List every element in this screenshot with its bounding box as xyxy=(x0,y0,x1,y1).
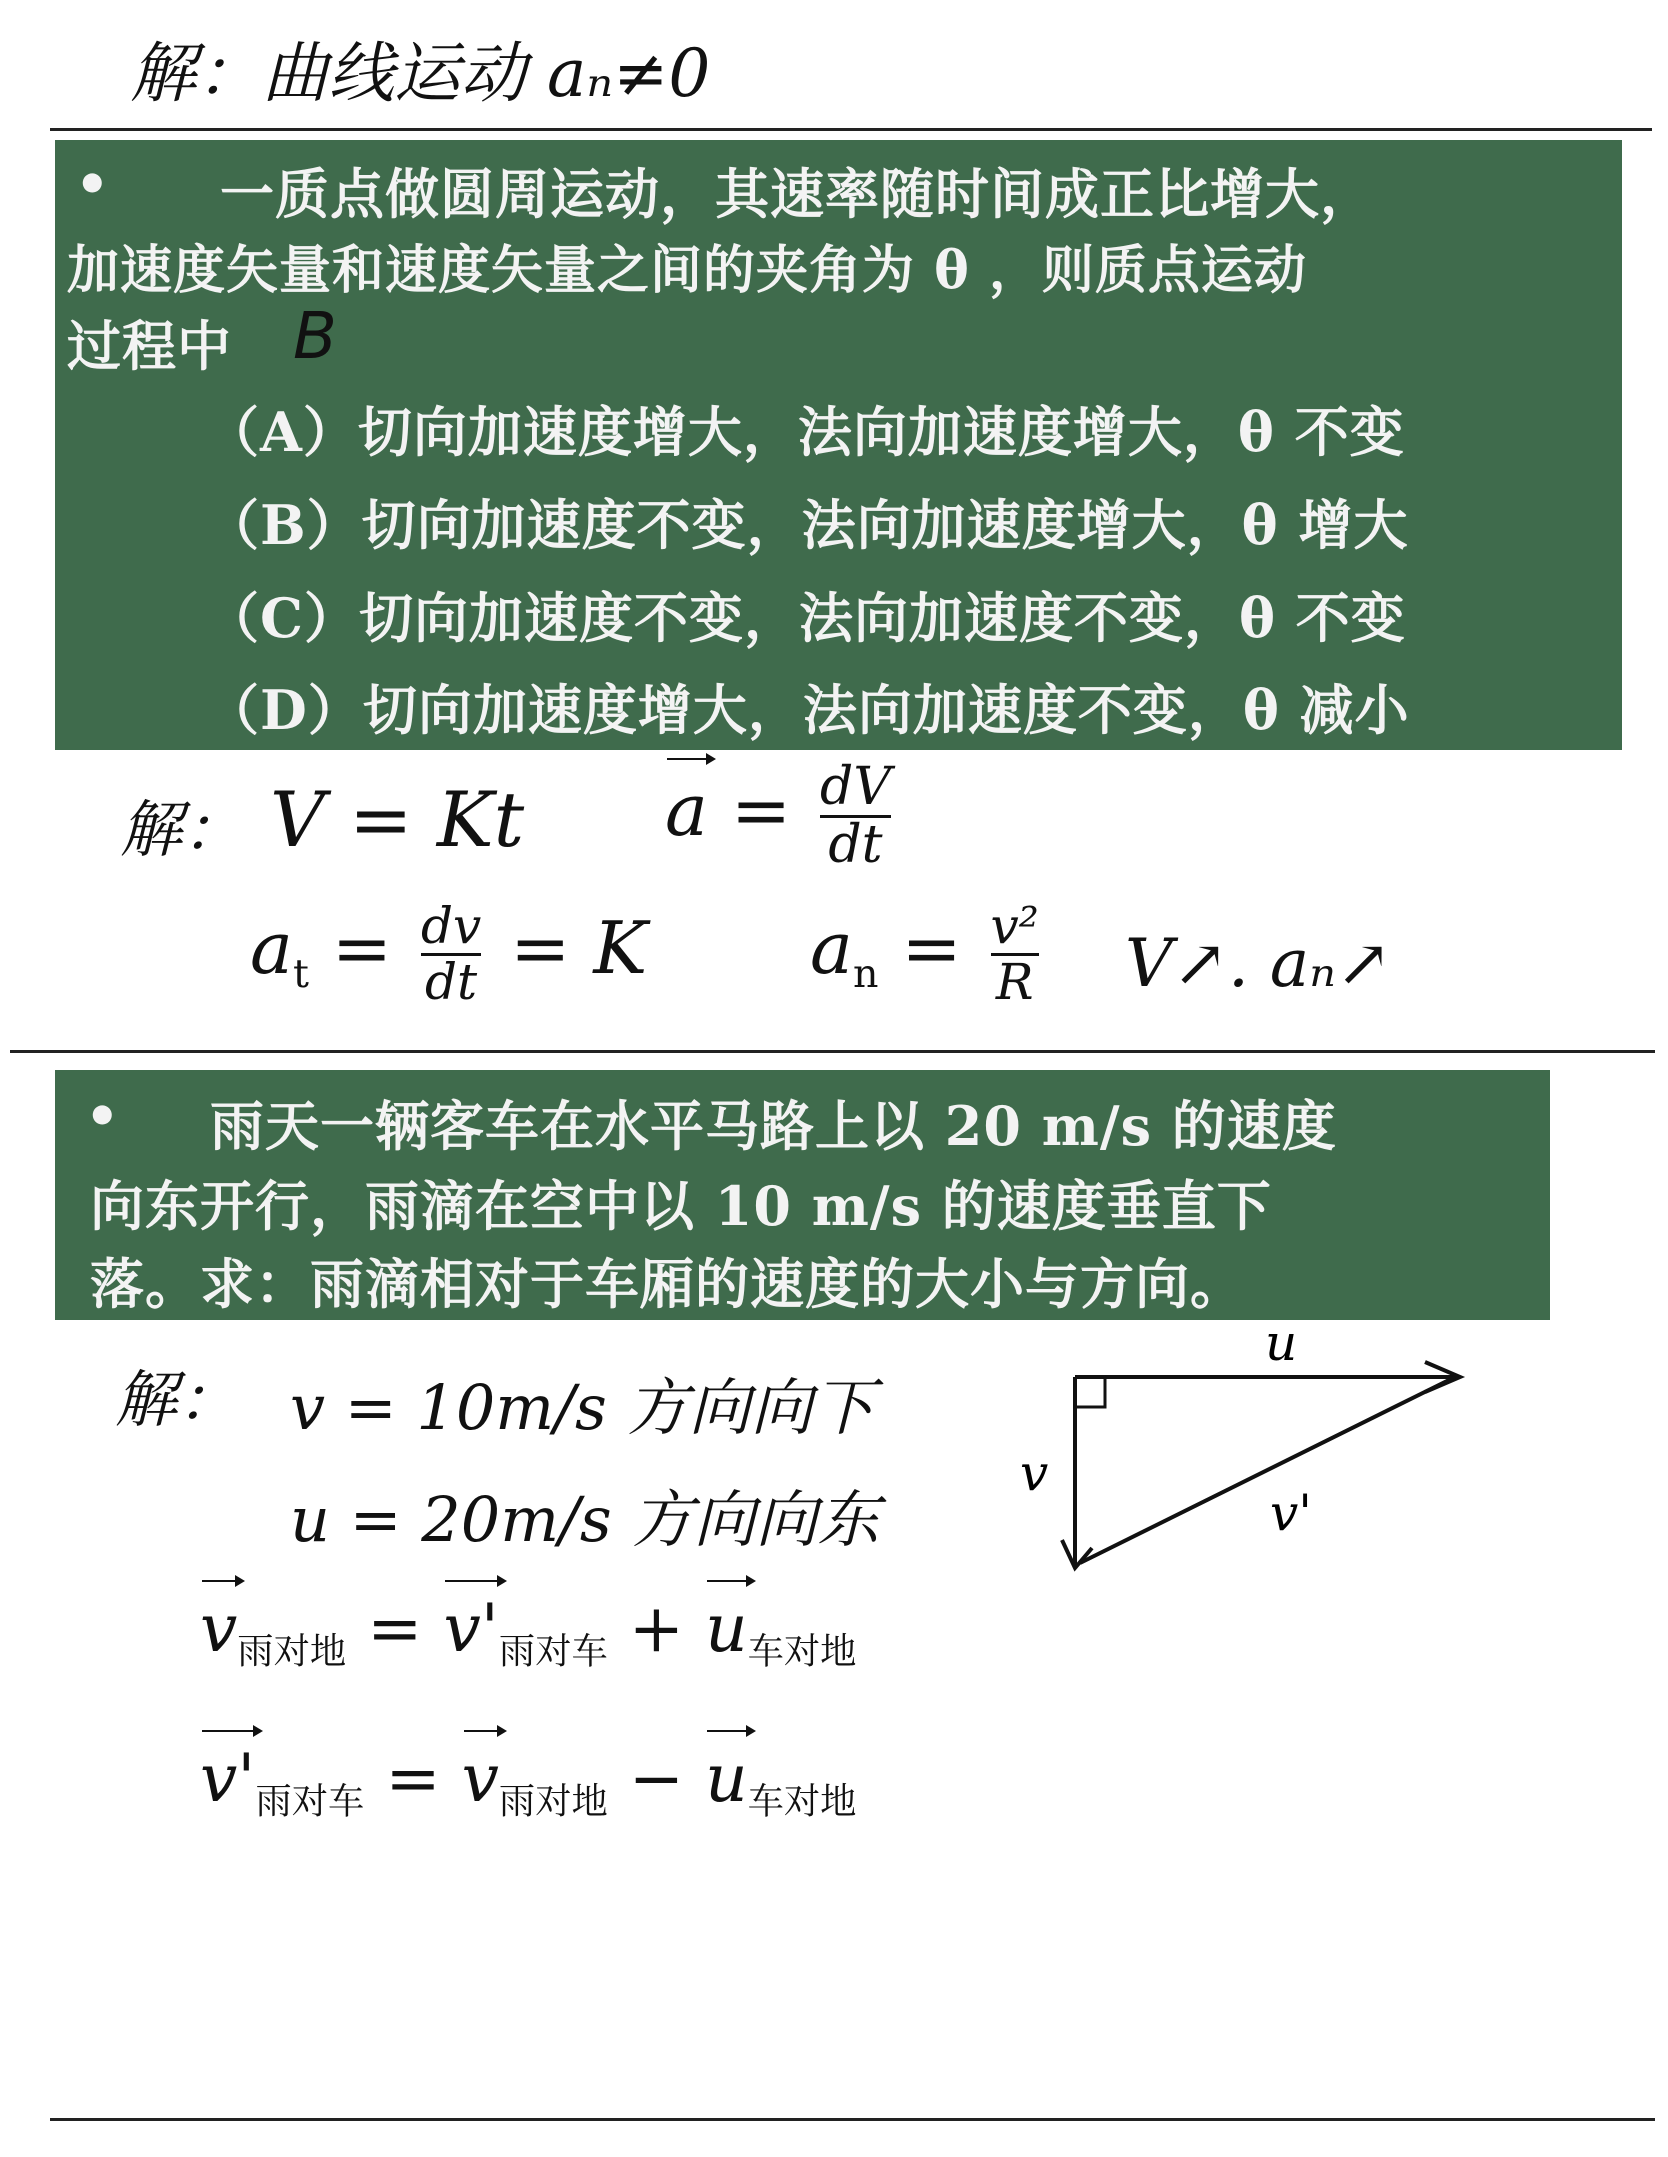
eq1-equals: = xyxy=(367,1590,423,1667)
q1-line-1: 一质点做圆周运动，其速率随时间成正比增大， xyxy=(220,162,1375,226)
label-vprime: v' xyxy=(1270,1484,1312,1542)
a-vector: a xyxy=(665,768,708,853)
eq2-minus: − xyxy=(628,1740,685,1817)
right-angle-mark xyxy=(1075,1377,1105,1407)
eq1-term2: u xyxy=(705,1590,748,1667)
q1-option-a: （A）切向加速度增大，法向加速度增大，θ 不变 xyxy=(205,400,1405,464)
sol2-line-1: v = 10m/s 方向向下 xyxy=(290,1371,875,1444)
a-fraction xyxy=(820,757,891,875)
an-frac-den: R xyxy=(991,953,1039,1009)
q2-line-2: 向东开行，雨滴在空中以 10 m/s 的速度垂直下 xyxy=(90,1174,1272,1238)
q1-option-d: （D）切向加速度增大，法向加速度不变，θ 减小 xyxy=(205,678,1410,742)
vector-triangle-diagram xyxy=(1000,1320,1520,1600)
at-frac-num: dv xyxy=(420,897,482,955)
eq2-equals: = xyxy=(385,1740,441,1817)
an-frac-num: v² xyxy=(990,897,1039,955)
eq1-term1-sub: 雨对车 xyxy=(498,1629,608,1673)
sol1-a-vector-eq: a = $\frac{dV}{dt}$ xyxy=(665,757,891,875)
eq2-term2-sub: 车对地 xyxy=(747,1779,857,1823)
sol1-label: 解： xyxy=(120,793,245,866)
bottom-rule xyxy=(50,2118,1655,2121)
top-note: 解：曲线运动 aₙ≠0 xyxy=(130,35,711,112)
sol1-trend: V↗. aₙ↗ xyxy=(1125,925,1392,1002)
sol1-at-eq: $a_t$ = $\frac{dv}{dt}$ = K xyxy=(250,897,648,1011)
an-symbol: a xyxy=(810,906,853,990)
a-frac-den: dt xyxy=(820,815,891,873)
eq2-term2: u xyxy=(705,1740,748,1817)
q2-bullet: • xyxy=(85,1084,121,1148)
sol2-eq-1 xyxy=(200,1590,856,1675)
at-subscript: t xyxy=(292,950,309,997)
eq2-lhs-sub: 雨对车 xyxy=(255,1779,365,1823)
a-frac-num: dV xyxy=(820,757,891,817)
sol1-an-eq: $a_n$ = $\frac{\text{v²}}{R}$ xyxy=(810,897,1039,1011)
eq1-lhs: v xyxy=(200,1590,238,1667)
eq1-lhs-sub: 雨对地 xyxy=(237,1629,347,1673)
vprime-vector-line xyxy=(1080,1377,1455,1563)
q1-line-3: 过程中 xyxy=(67,314,232,378)
at-symbol: a xyxy=(250,906,293,990)
top-rule xyxy=(50,128,1652,131)
eq1-term2-sub: 车对地 xyxy=(747,1629,857,1673)
label-u: u xyxy=(1265,1320,1298,1372)
eq1-term1: v' xyxy=(443,1590,499,1667)
q1-line-2: 加速度矢量和速度矢量之间的夹角为 θ ，则质点运动 xyxy=(67,240,1307,301)
q1-answer-mark: B xyxy=(293,300,338,374)
eq2-lhs: v' xyxy=(200,1740,256,1817)
q2-line-1: 雨天一辆客车在水平马路上以 20 m/s 的速度 xyxy=(210,1094,1337,1158)
sol2-eq-2 xyxy=(200,1740,856,1825)
at-frac-den: dt xyxy=(421,953,481,1009)
q1-option-c: （C）切向加速度不变，法向加速度不变，θ 不变 xyxy=(205,586,1406,650)
q2-line-3: 落。求：雨滴相对于车厢的速度的大小与方向。 xyxy=(90,1252,1245,1316)
eq2-term1: v xyxy=(461,1740,499,1817)
at-fraction xyxy=(420,897,482,1011)
question-2-panel xyxy=(55,1070,1550,1320)
an-fraction xyxy=(990,897,1039,1011)
sol2-line-2: u = 20m/s 方向向东 xyxy=(290,1483,880,1556)
middle-rule xyxy=(10,1050,1655,1053)
eq1-plus: + xyxy=(628,1590,685,1667)
q1-bullet: • xyxy=(75,152,111,216)
sol1-eq-v: V = Kt xyxy=(270,775,525,864)
label-v: v xyxy=(1020,1444,1049,1502)
eq2-term1-sub: 雨对地 xyxy=(498,1779,608,1823)
question-1-panel xyxy=(55,140,1622,750)
at-result: = K xyxy=(510,906,648,990)
sol2-label: 解： xyxy=(115,1363,240,1436)
an-subscript: n xyxy=(852,950,879,997)
q1-option-b: （B）切向加速度不变，法向加速度增大，θ 增大 xyxy=(205,493,1409,557)
